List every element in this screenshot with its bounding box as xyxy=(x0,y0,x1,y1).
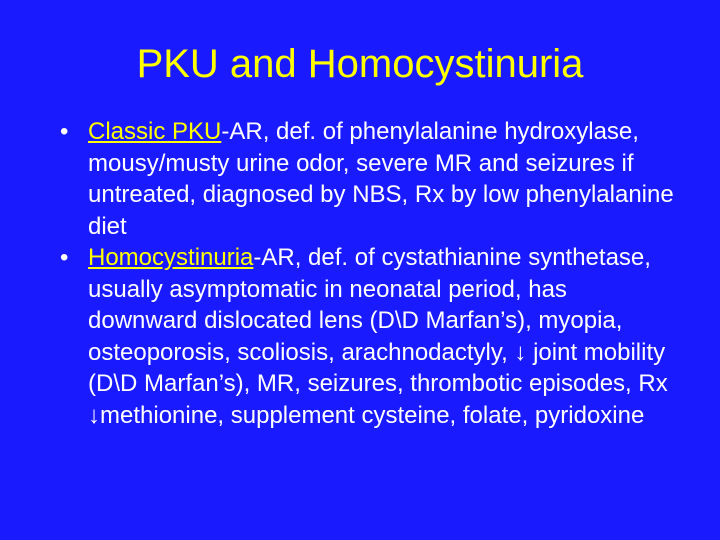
bullet-text: -AR, def. of cystathianine synthetase, usually asymptomatic in neonatal period, has downward dislocated lens (D\D Marfan’s), myopia, osteoporosis, scoliosis, arachnodactyly, ↓ joint mobility (D\D Marfan’s), MR, seizures, thrombotic episodes, Rx ↓methionine, supplement cysteine, folate, pyridoxine xyxy=(88,244,668,429)
bullet-item-homocystinuria xyxy=(60,242,680,431)
bullet-item-classic-pku xyxy=(60,116,680,242)
bullet-text: -AR, def. of phenylalanine hydroxylase, mousy/musty urine odor, severe MR and seizures if untreated, diagnosed by NBS, Rx by low phenylalanine diet xyxy=(88,118,674,240)
slide-title: PKU and Homocystinuria xyxy=(136,42,584,86)
bullet-marker: • xyxy=(60,118,69,145)
bullet-list xyxy=(60,116,680,431)
bullet-term: Classic PKU xyxy=(88,118,222,145)
bullet-term: Homocystinuria xyxy=(88,244,254,271)
bullet-marker: • xyxy=(60,244,69,271)
